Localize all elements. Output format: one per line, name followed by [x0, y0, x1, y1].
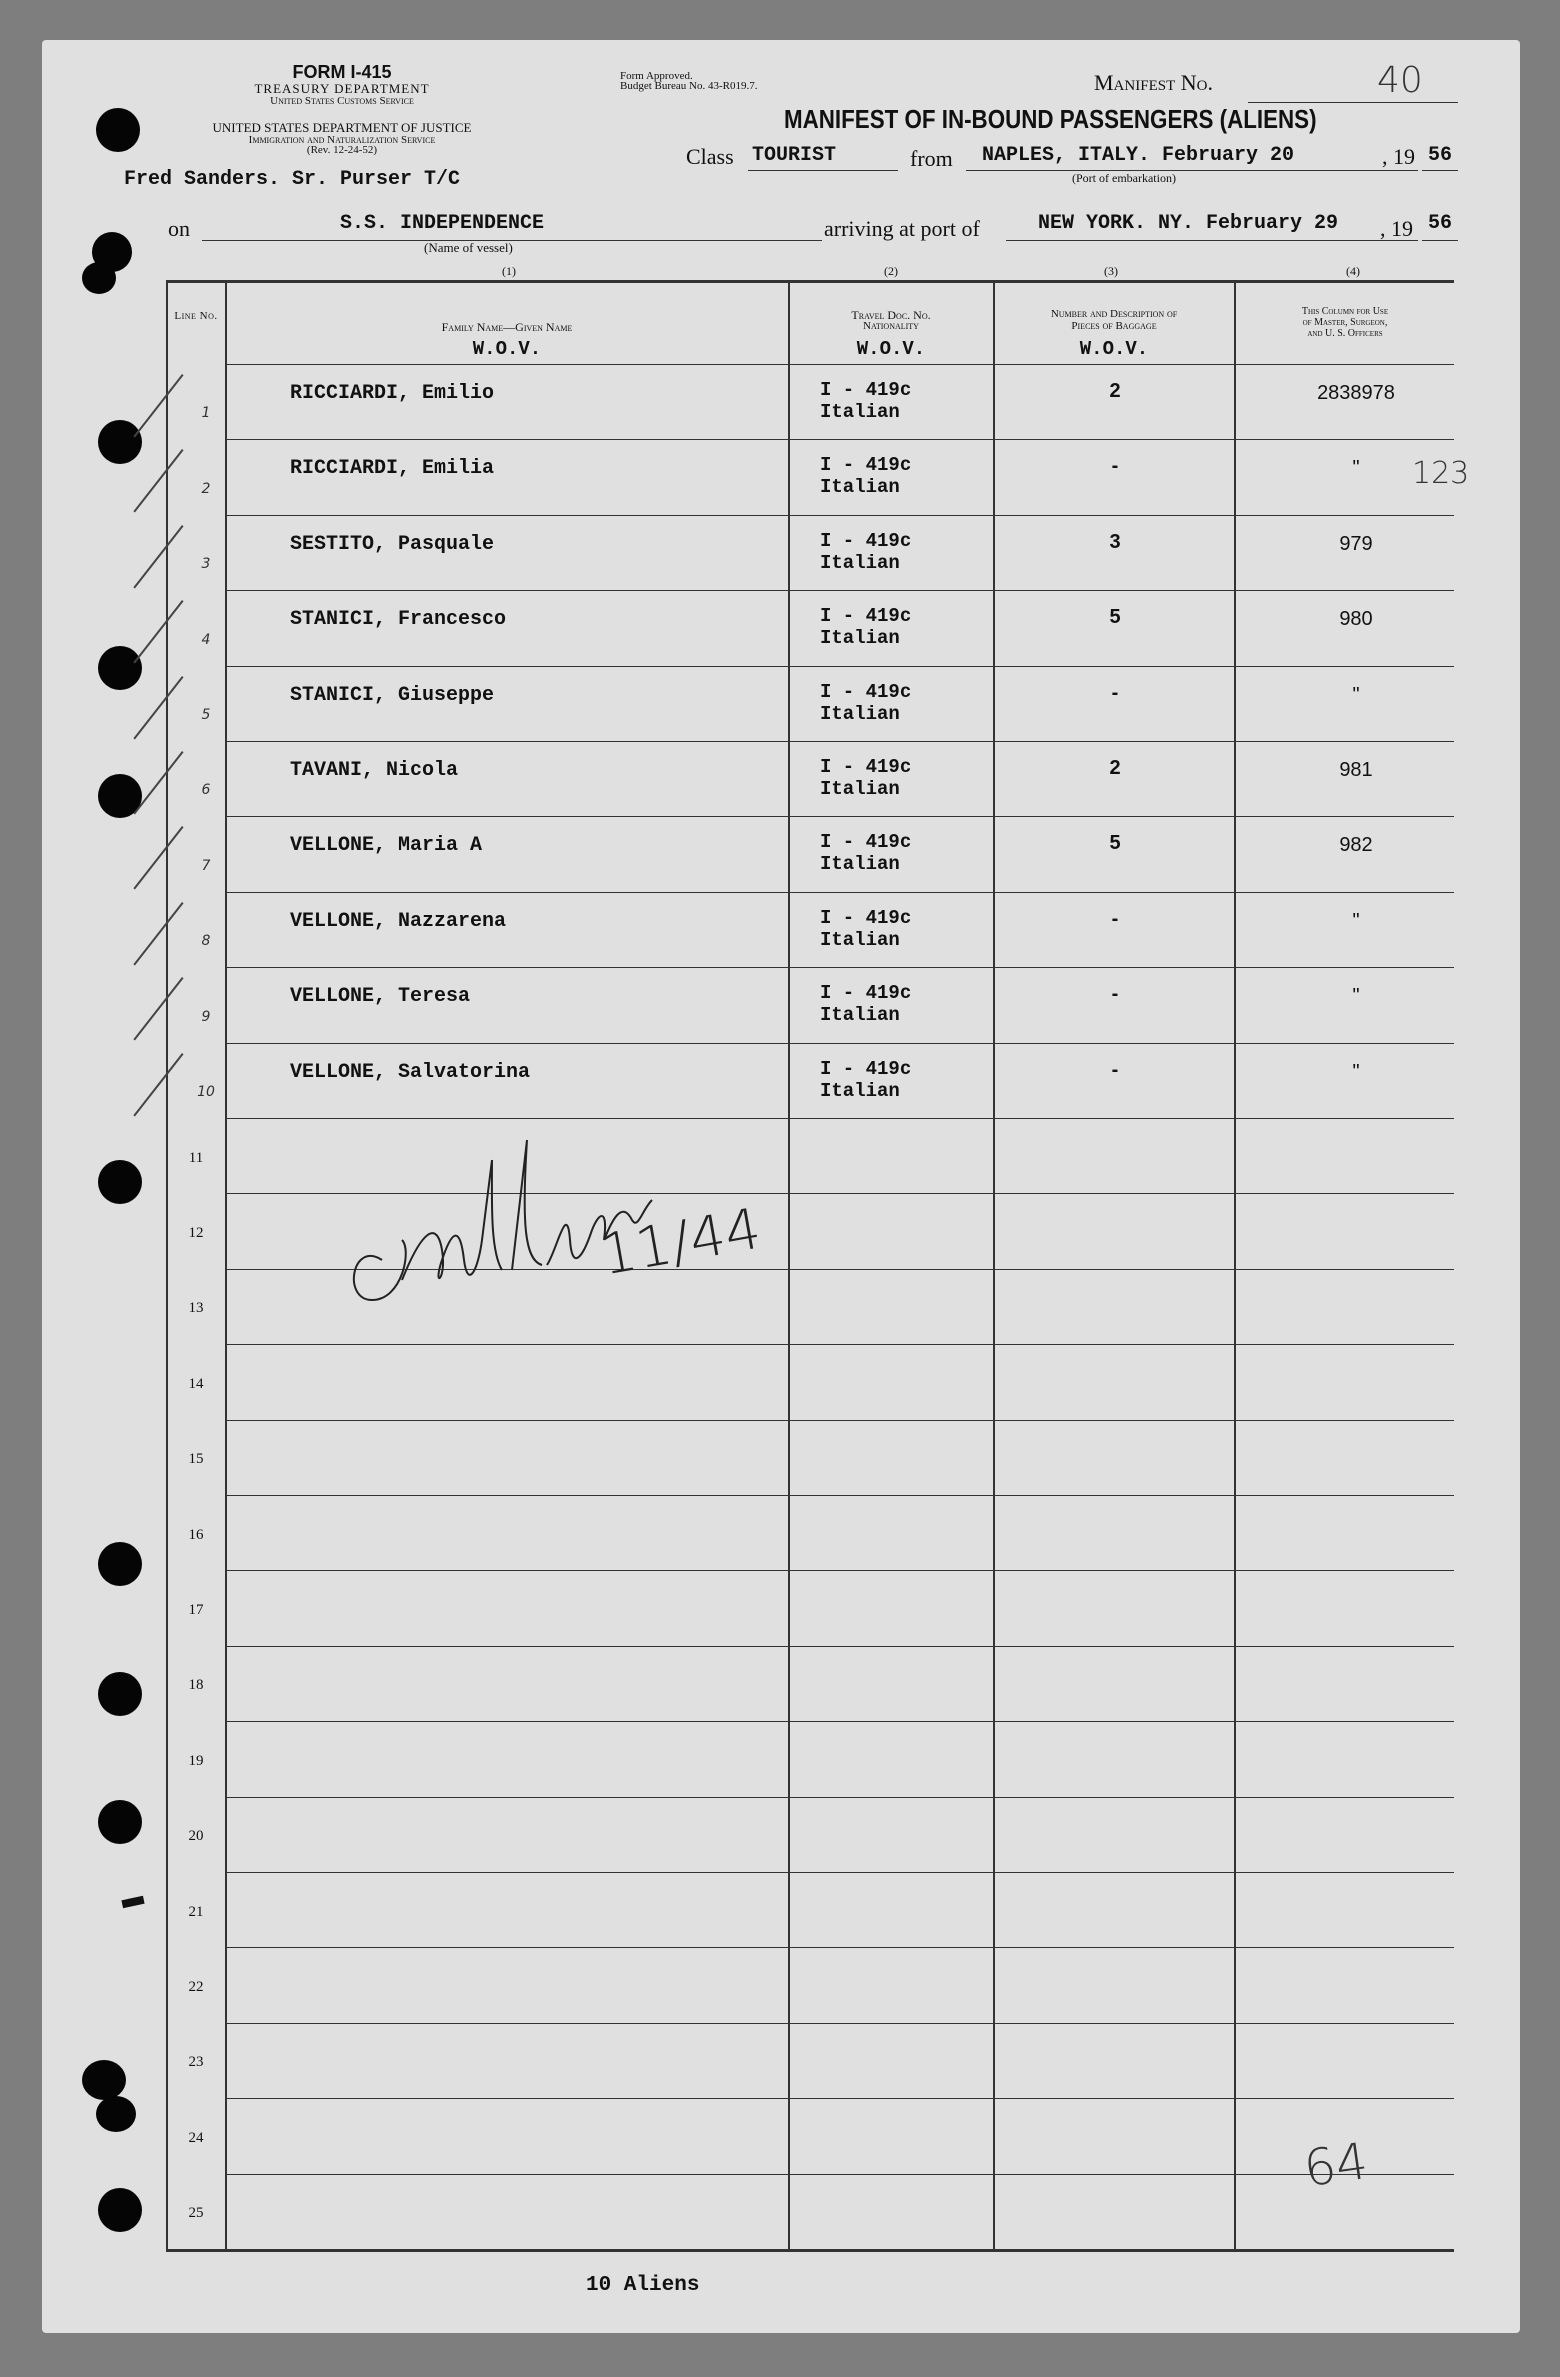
row-divider: [226, 816, 1454, 817]
row-divider: [226, 1797, 1454, 1798]
budget-bureau: Budget Bureau No. 43-R019.7.: [620, 80, 758, 92]
check-mark: [133, 826, 183, 889]
row-divider: [226, 1570, 1454, 1571]
class-label: Class: [686, 144, 734, 169]
check-mark: [133, 374, 183, 437]
line-number: 16: [188, 1527, 204, 1543]
baggage-count: -: [1111, 455, 1119, 477]
embarkation-port-date: NAPLES, ITALY. February 20: [982, 144, 1295, 167]
officer-entry: ": [1352, 985, 1360, 1007]
nationality: Italian: [820, 401, 900, 423]
check-mark: [133, 676, 183, 739]
row-divider: [226, 1947, 1454, 1948]
row-divider: [226, 741, 1454, 742]
passenger-name: VELLONE, Maria A: [290, 834, 483, 857]
customs-service: United States Customs Service: [270, 95, 414, 107]
travel-doc-number: I - 419c: [820, 756, 912, 778]
punch-hole: [98, 1160, 142, 1204]
baggage-count: 2: [1109, 380, 1121, 402]
passenger-name: RICCIARDI, Emilio: [290, 382, 495, 405]
passenger-name: TAVANI, Nicola: [290, 759, 459, 782]
travel-doc-header: Travel Doc. No.: [851, 308, 931, 322]
line-number: 13: [188, 1300, 204, 1316]
arrival-year: 56: [1428, 212, 1453, 235]
nationality: Italian: [820, 929, 900, 951]
nationality: Italian: [820, 853, 900, 875]
line-number: 7: [201, 858, 211, 874]
officers-header-2: of Master, Surgeon,: [1302, 317, 1388, 328]
officers-header-3: and U. S. Officers: [1307, 328, 1383, 339]
revision-date: (Rev. 12-24-52): [306, 144, 378, 156]
punch-hole: [98, 646, 142, 690]
column-number-4: (4): [1346, 264, 1360, 278]
officer-entry: ": [1352, 910, 1360, 932]
officer-entry: ": [1352, 684, 1360, 706]
on-label: on: [168, 216, 190, 241]
baggage-header-2: Pieces of Baggage: [1071, 320, 1157, 332]
punch-hole: [98, 1542, 142, 1586]
punch-hole: [98, 2188, 142, 2232]
row-divider: [226, 1872, 1454, 1873]
manifest-number: 40: [1377, 60, 1423, 101]
row-divider: [226, 2023, 1454, 2024]
row-divider: [226, 439, 1454, 440]
total-aliens: 10 Aliens: [586, 2274, 700, 2297]
baggage-count: -: [1111, 682, 1119, 704]
travel-doc-number: I - 419c: [820, 530, 912, 552]
passenger-name: SESTITO, Pasquale: [290, 533, 495, 556]
line-number: 3: [201, 556, 211, 572]
baggage-count: -: [1111, 1059, 1119, 1081]
signature-number: 11/44: [595, 1196, 766, 1289]
line-number: 18: [188, 1677, 204, 1693]
vessel-name: S.S. INDEPENDENCE: [340, 212, 545, 235]
passenger-name: STANICI, Giuseppe: [290, 684, 495, 707]
row-divider: [226, 1420, 1454, 1421]
row-divider: [226, 666, 1454, 667]
officers-header-1: This Column for Use: [1301, 306, 1389, 317]
from-year: 56: [1428, 144, 1453, 167]
line-number: 10: [197, 1084, 215, 1100]
check-mark: [133, 977, 183, 1040]
line-number: 12: [188, 1225, 204, 1241]
port-embarkation-caption: (Port of embarkation): [1072, 171, 1176, 185]
line-number: 1: [201, 405, 211, 421]
travel-doc-number: I - 419c: [820, 379, 912, 401]
row-divider: [226, 515, 1454, 516]
family-name-header: Family Name—Given Name: [441, 320, 573, 334]
baggage-count: -: [1111, 908, 1119, 930]
check-mark: [133, 525, 183, 588]
punch-hole: [96, 2096, 136, 2132]
travel-doc-wov: W.O.V.: [856, 338, 926, 360]
baggage-count: 5: [1109, 606, 1121, 628]
row-divider: [226, 2098, 1454, 2099]
travel-doc-number: I - 419c: [820, 907, 912, 929]
nationality: Italian: [820, 703, 900, 725]
line-number: 2: [201, 481, 211, 497]
manifest-title: MANIFEST OF IN-BOUND PASSENGERS (ALIENS): [784, 104, 1317, 134]
officer-entry: ": [1352, 1061, 1360, 1083]
row-divider: [226, 1043, 1454, 1044]
ins-service: Immigration and Naturalization Service: [248, 134, 436, 146]
treasury-department: TREASURY DEPARTMENT: [254, 81, 430, 96]
baggage-count: 2: [1109, 757, 1121, 779]
from-label: from: [910, 146, 953, 171]
baggage-count: 5: [1109, 832, 1121, 854]
line-number: 23: [188, 2054, 204, 2070]
travel-doc-number: I - 419c: [820, 1058, 912, 1080]
officer-entry: 2838978: [1317, 382, 1395, 404]
manifest-no-label: Manifest No.: [1094, 70, 1213, 95]
punch-hole: [82, 262, 116, 294]
punch-hole: [96, 108, 140, 152]
row-divider: [226, 1646, 1454, 1647]
line-number: 6: [201, 782, 211, 798]
line-number: 5: [201, 707, 211, 723]
check-mark: [133, 751, 183, 814]
row-divider: [226, 2174, 1454, 2175]
line-no-header: Line No.: [174, 310, 218, 322]
punch-hole: [98, 1800, 142, 1844]
check-mark: [133, 1053, 183, 1116]
officer-entry: 979: [1339, 533, 1373, 555]
baggage-count: -: [1111, 983, 1119, 1005]
officer-entry: ": [1352, 457, 1360, 479]
travel-doc-number: I - 419c: [820, 982, 912, 1004]
line-number: 15: [188, 1451, 204, 1467]
officer-entry: 982: [1339, 834, 1373, 856]
nationality: Italian: [820, 552, 900, 574]
purser-line: Fred Sanders. Sr. Purser T/C: [124, 168, 461, 191]
column-number-1: (1): [502, 264, 516, 278]
class-value: TOURIST: [752, 144, 837, 167]
line-number: 25: [188, 2205, 204, 2221]
line-number: 9: [201, 1009, 211, 1025]
justice-department: UNITED STATES DEPARTMENT OF JUSTICE: [212, 120, 472, 135]
check-mark: [133, 600, 183, 663]
row2-annotation: 123: [1412, 456, 1470, 491]
column-number-2: (2): [884, 264, 898, 278]
passenger-name: VELLONE, Teresa: [290, 985, 471, 1008]
baggage-header-1: Number and Description of: [1050, 308, 1178, 320]
form-approved: Form Approved.: [620, 70, 693, 82]
punch-hole: [98, 1672, 142, 1716]
travel-doc-number: I - 419c: [820, 454, 912, 476]
line-number: 19: [188, 1753, 204, 1769]
baggage-count: 3: [1109, 531, 1121, 553]
from-year-prefix: , 19: [1382, 144, 1415, 169]
check-mark: [133, 902, 183, 965]
passenger-name: RICCIARDI, Emilia: [290, 457, 495, 480]
nationality: Italian: [820, 476, 900, 498]
travel-doc-number: I - 419c: [820, 605, 912, 627]
nationality: Italian: [820, 1004, 900, 1026]
line-number: 24: [188, 2130, 204, 2146]
form-number: FORM I-415: [292, 62, 392, 82]
travel-doc-number: I - 419c: [820, 681, 912, 703]
arrival-year-prefix: , 19: [1380, 216, 1413, 241]
line-number: 22: [188, 1979, 204, 1995]
line-number: 17: [188, 1602, 204, 1618]
passenger-name: STANICI, Francesco: [290, 608, 507, 631]
officer-entry: 981: [1339, 759, 1373, 781]
nationality: Italian: [820, 1080, 900, 1102]
nationality: Italian: [820, 627, 900, 649]
column-number-3: (3): [1104, 264, 1118, 278]
ink-mark: [121, 1896, 144, 1908]
row-divider: [226, 967, 1454, 968]
baggage-wov: W.O.V.: [1079, 338, 1149, 360]
family-name-wov: W.O.V.: [472, 338, 542, 360]
travel-doc-number: I - 419c: [820, 831, 912, 853]
row-divider: [226, 590, 1454, 591]
row-divider: [226, 892, 1454, 893]
line-number: 20: [188, 1828, 204, 1844]
arriving-label: arriving at port of: [824, 216, 980, 241]
arrival-port-date: NEW YORK. NY. February 29: [1038, 212, 1339, 235]
nationality: Italian: [820, 778, 900, 800]
nationality-header: Nationality: [863, 320, 919, 332]
punch-hole: [98, 420, 142, 464]
row-divider: [226, 1721, 1454, 1722]
passenger-name: VELLONE, Salvatorina: [290, 1061, 531, 1084]
punch-hole: [82, 2060, 126, 2100]
line-number: 11: [188, 1150, 204, 1166]
line-number: 4: [201, 632, 211, 648]
manifest-sheet: [42, 40, 1520, 2333]
row-divider: [226, 1495, 1454, 1496]
vessel-caption: (Name of vessel): [424, 240, 513, 255]
corner-annotation: 64: [1300, 2131, 1372, 2199]
line-number: 14: [188, 1376, 204, 1392]
passenger-name: VELLONE, Nazzarena: [290, 910, 507, 933]
officer-entry: 980: [1339, 608, 1373, 630]
line-number: 21: [188, 1904, 204, 1920]
check-mark: [133, 449, 183, 512]
line-number: 8: [201, 933, 211, 949]
